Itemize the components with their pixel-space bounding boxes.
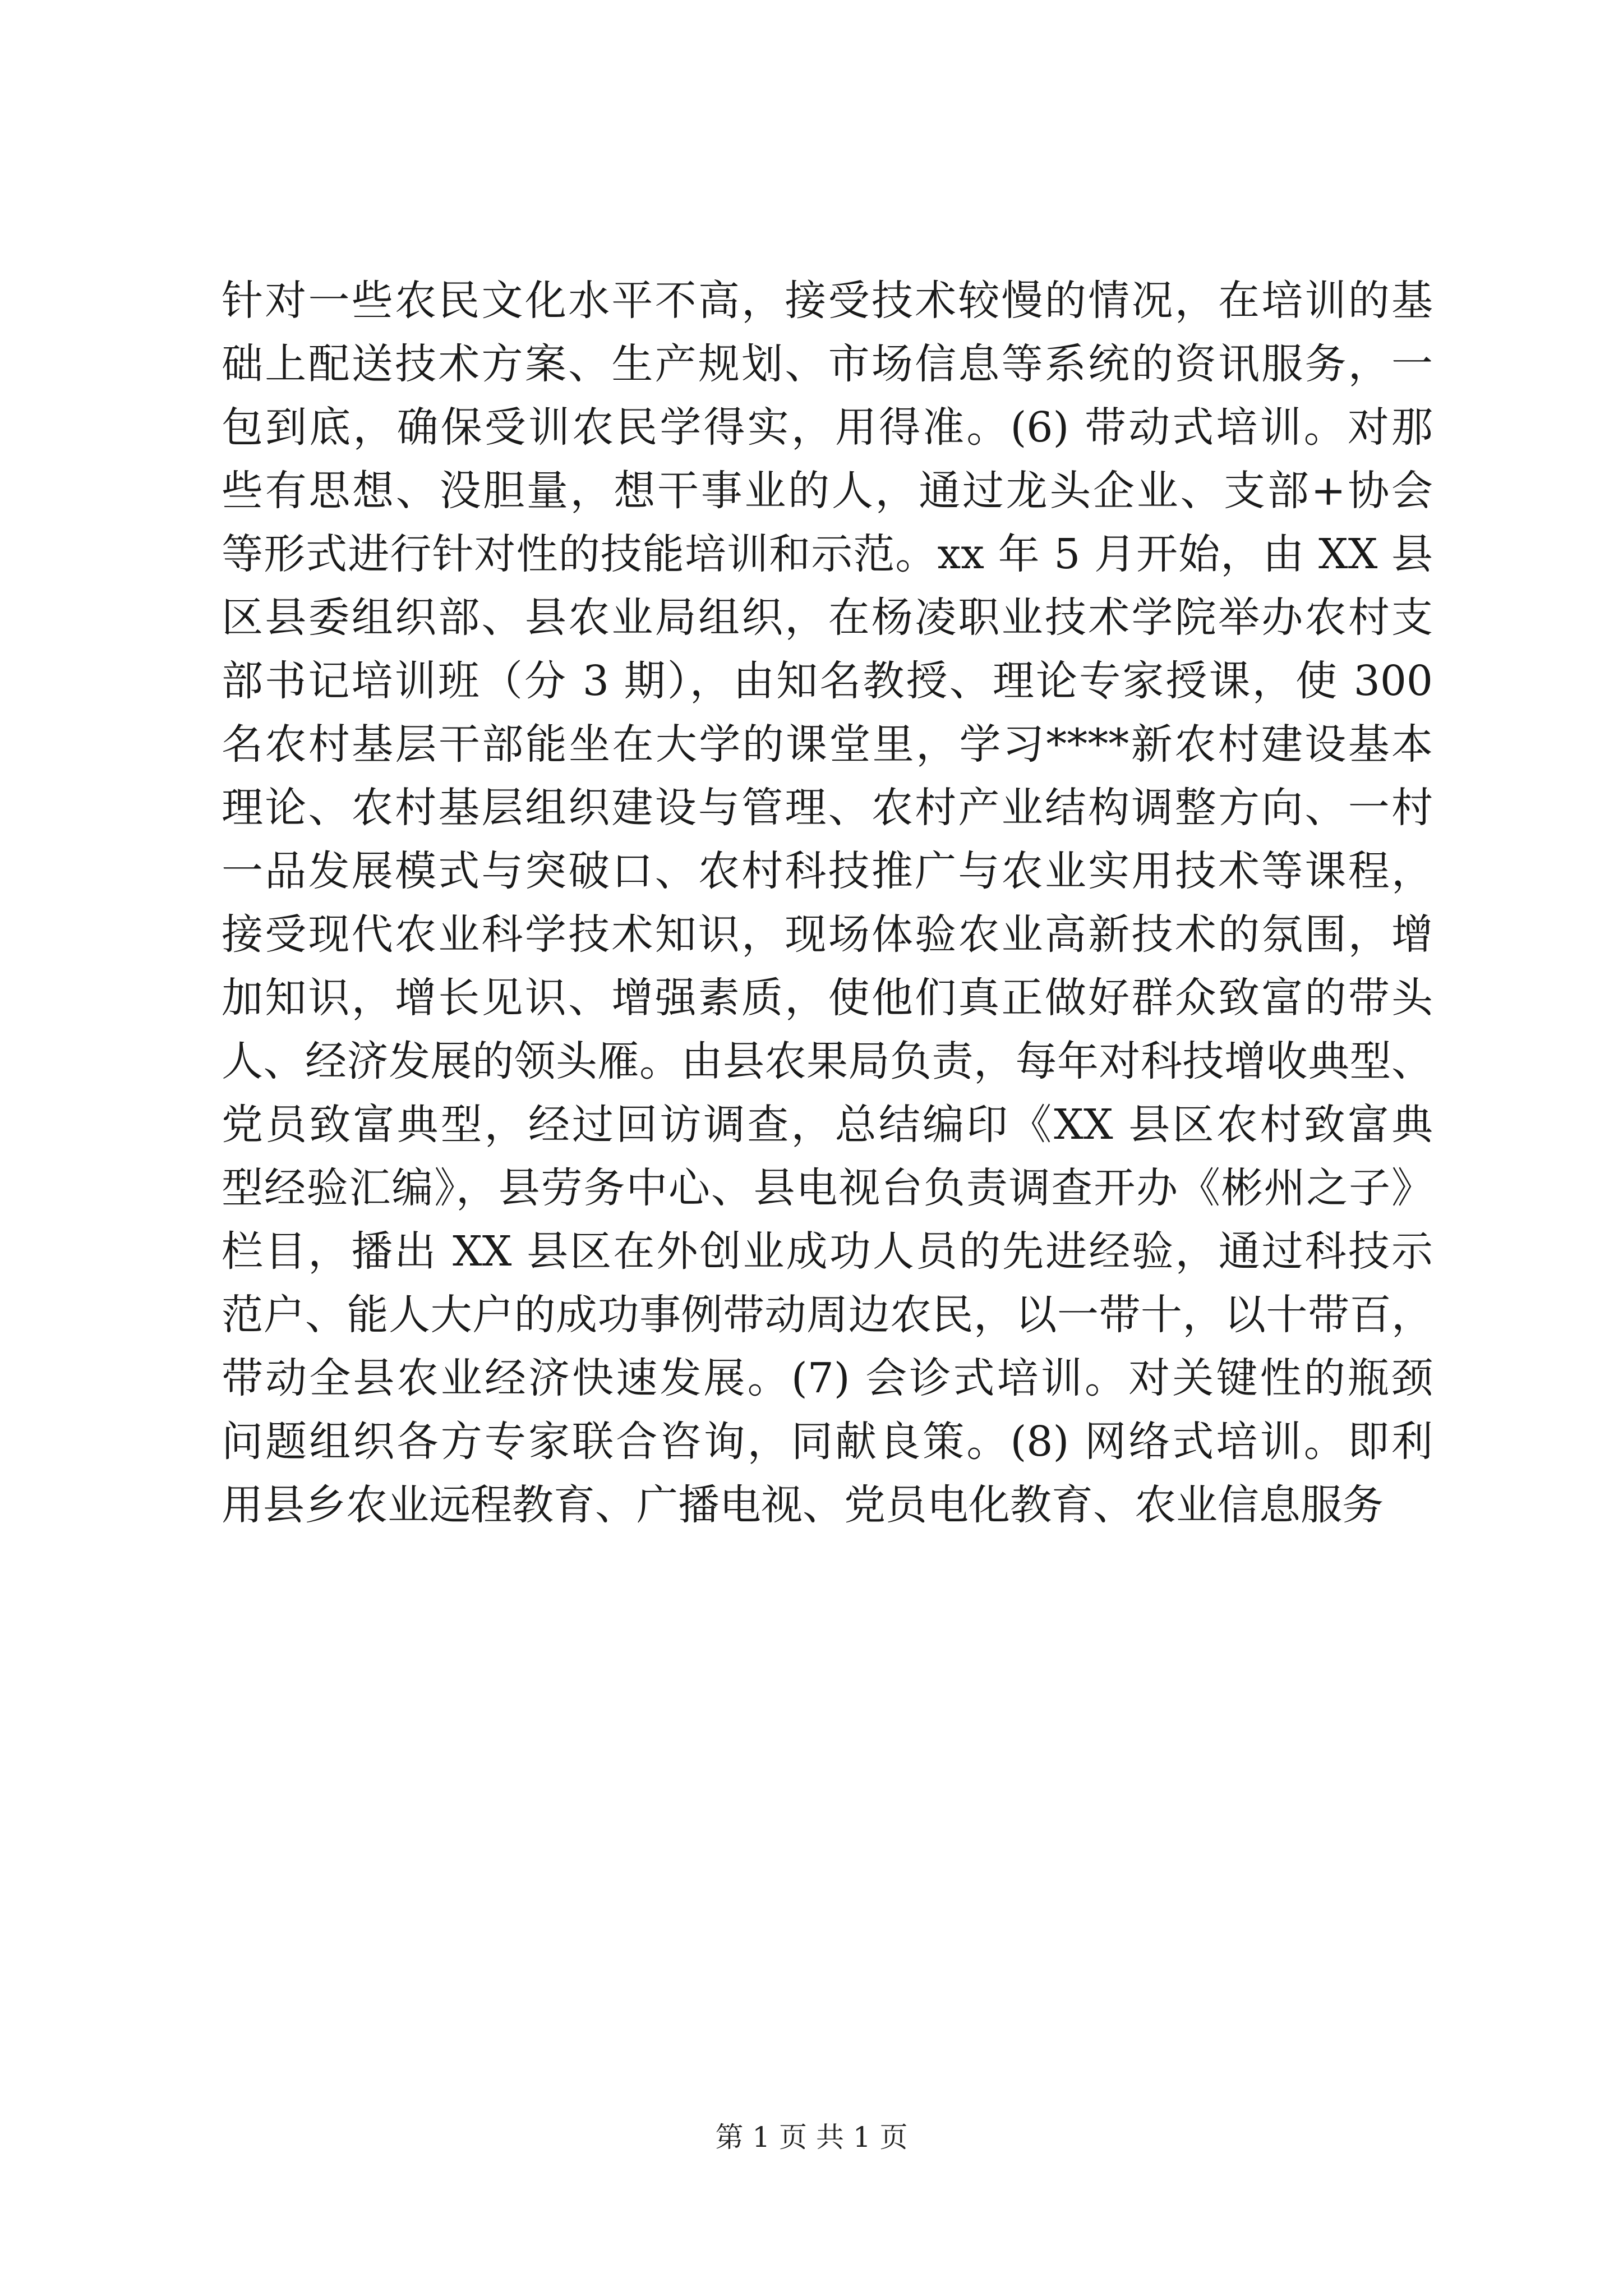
text-line: 部书记培训班（分 3 期），由知名教授、理论专家授课，使 300 [222,657,1433,705]
text-line: 党员致富典型，经过回访调查，总结编印《XX 县区农村致富典 [222,1101,1433,1149]
text-line: 加知识，增长见识、增强素质，使他们真正做好群众致富的带头 [222,974,1433,1022]
text-line: 理论、农村基层组织建设与管理、农村产业结构调整方向、一村 [222,784,1433,832]
text-line: 带动全县农业经济快速发展。(7) 会诊式培训。对关键性的瓶颈 [222,1354,1433,1402]
text-line: 些有思想、没胆量，想干事业的人，通过龙头企业、支部+协会 [222,467,1433,515]
text-line: 包到底，确保受训农民学得实，用得准。(6) 带动式培训。对那 [222,403,1433,452]
text-line: 区县委组织部、县农业局组织，在杨凌职业技术学院举办农村支 [222,593,1433,642]
text-line: 础上配送技术方案、生产规划、市场信息等系统的资讯服务，一 [222,340,1433,388]
page-number-label: 第 1 页 共 1 页 [715,2121,908,2154]
text-line: 型经验汇编》，县劳务中心、县电视台负责调查开办《彬州之子》 [222,1164,1433,1212]
text-line: 人、经济发展的领头雁。由县农果局负责，每年对科技增收典型、 [222,1037,1433,1085]
text-line: 针对一些农民文化水平不高，接受技术较慢的情况，在培训的基 [222,277,1433,325]
body-paragraph [222,269,1433,1537]
text-line: 范户、能人大户的成功事例带动周边农民，以一带十，以十带百， [222,1291,1433,1339]
page-footer [0,2118,1623,2157]
text-line: 问题组织各方专家联合咨询，同献良策。(8) 网络式培训。即利 [222,1418,1433,1466]
text-line: 一品发展模式与突破口、农村科技推广与农业实用技术等课程， [222,847,1433,895]
text-line: 用县乡农业远程教育、广播电视、党员电化教育、农业信息服务 [222,1481,1384,1529]
text-line: 等形式进行针对性的技能培训和示范。xx 年 5 月开始，由 XX 县 [222,530,1433,578]
text-line: 栏目，播出 XX 县区在外创业成功人员的先进经验，通过科技示 [222,1227,1433,1276]
text-line: 接受现代农业科学技术知识，现场体验农业高新技术的氛围，增 [222,910,1433,959]
text-line: 名农村基层干部能坐在大学的课堂里，学习****新农村建设基本 [222,720,1433,769]
